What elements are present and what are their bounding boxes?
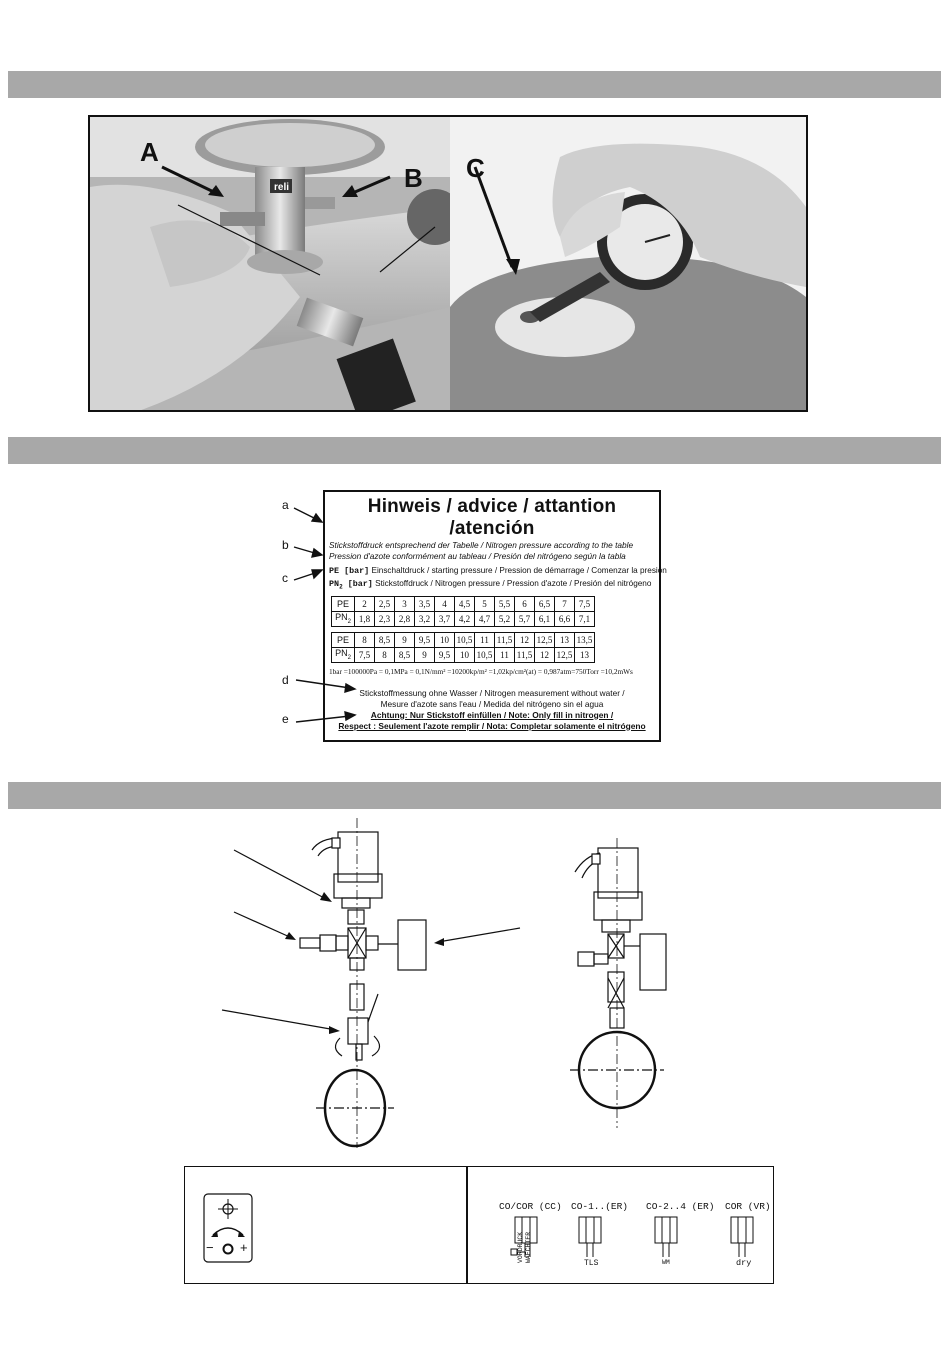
marker-c: c [282,571,288,585]
row-label-pn-sub: 2 [347,655,351,662]
knob-plus: + [240,1240,248,1255]
table-cell: 9,5 [435,647,455,662]
type-label-co1: CO-1..(ER) [571,1201,629,1212]
pn-unit: [bar] [347,579,373,589]
row-label-pn-text: PN [335,612,348,623]
type-label-cc: CO/COR (CC) [499,1201,562,1212]
table-cell: 3 [395,596,415,611]
pressure-table-1 [331,596,595,627]
pe-key: PE [bar] [329,566,370,576]
table-cell: 3,2 [415,611,435,626]
table-cell: 12 [515,632,535,647]
table-cell: 13 [575,647,595,662]
pointer-arrows [222,850,520,1030]
table-cell: 6 [515,596,535,611]
right-assembly [570,838,666,1128]
marker-a: a [282,498,289,512]
table-cell: 12 [535,647,555,662]
pe-desc: Einschaltdruck / starting pressure / Pression de démarrage / Comenzar la presión [371,566,667,575]
table-cell: 11 [475,632,495,647]
type-sub-co1: TLS [584,1259,599,1268]
advice-d-line1: Stickstoffmessung ohne Wasser / Nitrogen measurement without water / [359,687,625,698]
table-cell: 12,5 [535,632,555,647]
table-cell: 6,5 [535,596,555,611]
left-assembly [300,818,426,1148]
table-cell: 1,8 [355,611,375,626]
table-cell: 10 [455,647,475,662]
advice-line-a1: Stickstoffdruck entsprechend der Tabelle / Nitrogen pressure according to the table [329,540,634,550]
table-cell: 10 [435,632,455,647]
table-row [332,596,595,611]
pressure-table-2 [331,632,595,663]
table-cell: 2,5 [375,596,395,611]
type-label-vr: COR (VR) [725,1201,771,1212]
section-band-3 [8,782,941,809]
marker-b: b [282,538,289,552]
marker-e: e [282,712,289,726]
advice-e-line1: Achtung: Nur Stickstoff einfüllen / Note: Only fill in nitrogen / [370,709,614,720]
table-cell: 10,5 [475,647,495,662]
pn-key: PN [329,579,340,589]
table-cell: 5,7 [515,611,535,626]
table-cell: 6,1 [535,611,555,626]
table-cell: 9,5 [415,632,435,647]
label-b: B [404,163,423,193]
table-cell: 3,5 [415,596,435,611]
unit-conversion: 1bar =100000Pa = 0,1MPa = 0,1N/mm² =10200kp/m² =1,02kp/cm²(at) = 0,987atm=750Torr =10,2mWs [329,666,633,676]
table-cell: 4 [435,596,455,611]
label-c: C [466,153,485,183]
table-cell: 13 [555,632,575,647]
cc-sub-2: WAECHTER [525,1231,532,1263]
advice-title: Hinweis / advice / attantion /atención [367,496,617,539]
label-a: A [140,137,159,167]
section-band-2 [8,437,941,464]
table-cell: 2 [355,596,375,611]
type-sub-co24: WM [662,1259,670,1266]
table-cell: 7,1 [575,611,595,626]
row-label-pn [332,611,355,626]
table-cell: 9 [395,632,415,647]
advice-label [323,490,667,742]
pn-key-sub: 2 [339,583,343,591]
pn-desc: Stickstoffdruck / Nitrogen pressure / Pression d'azote / Presión del nitrógeno [375,579,652,588]
section-band-1 [8,71,941,98]
table-cell: 8 [355,632,375,647]
advice-e-line2: Respect : Seulement l'azote remplir / Nota: Completar solamente el nitrógeno [338,720,646,731]
table-cell: 5 [475,596,495,611]
row-label-pn-sub: 2 [347,619,351,626]
table-cell: 7,5 [575,596,595,611]
installation-photos [88,115,808,412]
advice-line-a2: Pression d'azote conformément au tableau / Presión del nitrógeno según la tabla [329,550,626,561]
table-cell: 13,5 [575,632,595,647]
advice-pn-line [329,578,655,593]
table-cell: 5,5 [495,596,515,611]
table-cell: 7,5 [355,647,375,662]
table-cell: 8,5 [375,632,395,647]
table-row [332,647,595,662]
table-cell: 4,5 [455,596,475,611]
type-label-co24: CO-2..4 (ER) [646,1201,715,1212]
assembly-drawings [0,808,950,1158]
table-cell: 11 [495,647,515,662]
table-cell: 7 [555,596,575,611]
table-row [332,611,595,626]
photo-gauge-right [450,117,806,410]
table-cell: 8,5 [395,647,415,662]
table-cell: 4,2 [455,611,475,626]
table-cell: 8 [375,647,395,662]
row-label-pe: PE [332,632,355,647]
table-cell: 11,5 [495,632,515,647]
knob-minus: − [206,1240,214,1255]
table-cell: 10,5 [455,632,475,647]
table-cell: 4,7 [475,611,495,626]
row-label-pn-text: PN [335,648,348,659]
table-cell: 5,2 [495,611,515,626]
table-row [332,632,595,647]
row-label-pn [332,647,355,662]
table-cell: 2,8 [395,611,415,626]
advice-pe-line [329,565,667,577]
legend-divider [466,1167,468,1283]
table-cell: 11,5 [515,647,535,662]
table-cell: 6,6 [555,611,575,626]
table-cell: 2,3 [375,611,395,626]
advice-d-line2: Mesure d'azote sans l'eau / Medida del nitrógeno sin el agua [380,698,604,709]
valve-brand-text: reli [274,182,290,193]
legend-box [184,1166,774,1284]
cc-sub-1: VORDRUCK [517,1231,524,1263]
table-cell: 3,7 [435,611,455,626]
table-cell: 9 [415,647,435,662]
row-label-pe: PE [332,596,355,611]
type-sub-vr: dry [736,1258,752,1268]
table-cell: 12,5 [555,647,575,662]
marker-d: d [282,673,289,687]
